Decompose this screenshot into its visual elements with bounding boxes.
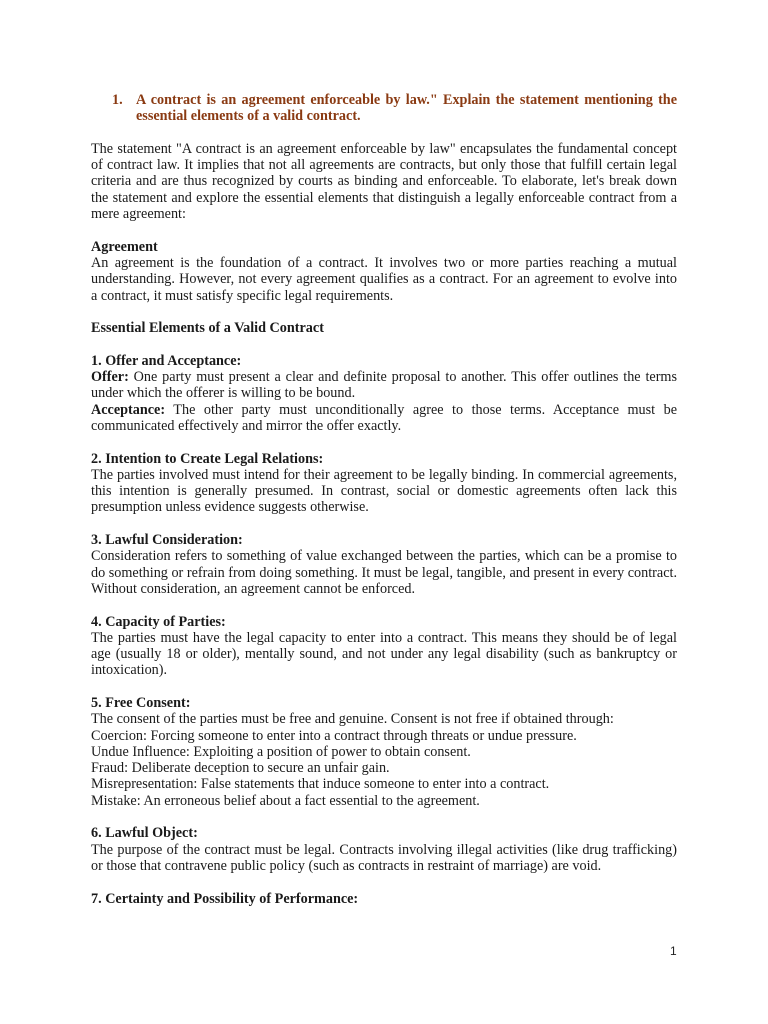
intention-heading: 2. Intention to Create Legal Relations: [91, 450, 324, 467]
acceptance-text: The other party must unconditionally agree to those terms. Acceptance must be communicated effectively and mirror the offer exactly. [91, 401, 677, 434]
spacer [91, 304, 677, 320]
consent-coercion-line: Coercion: Forcing someone to enter into a contract through threats or undue pressure. [91, 727, 577, 744]
acceptance-paragraph [91, 402, 677, 435]
offer-acceptance-heading: 1. Offer and Acceptance: [91, 352, 242, 369]
spacer [91, 679, 677, 695]
consent-mistake-line: Mistake: An erroneous belief about a fact essential to the agreement. [91, 792, 480, 809]
spacer [91, 597, 677, 613]
consent-misrepresentation-line: Misrepresentation: False statements that induce someone to enter into a contract. [91, 776, 550, 793]
essential-elements-heading: Essential Elements of a Valid Contract [91, 320, 324, 337]
spacer [91, 434, 677, 450]
spacer [91, 874, 677, 890]
consent-undue-influence-line: Undue Influence: Exploiting a position of power to obtain consent. [91, 743, 471, 760]
agreement-paragraph: An agreement is the foundation of a contract. It involves two or more parties reaching a mutual understanding. However, not every agreement qualifies as a contract. For an agreement to evolve into a contract, it must satisfy specific legal requirements. [91, 254, 677, 304]
offer-label: Offer: [91, 369, 129, 386]
consent-intro-line: The consent of the parties must be free and genuine. Consent is not free if obtained through: [91, 711, 614, 728]
agreement-heading: Agreement [91, 238, 158, 255]
consideration-paragraph: Consideration refers to something of value exchanged between the parties, which can be a promise to do something or refrain from doing something. It must be legal, tangible, and present in every contract. Without consideration, an agreement cannot be enforced. [91, 548, 677, 597]
lawful-object-heading: 6. Lawful Object: [91, 825, 198, 842]
acceptance-label: Acceptance: [91, 401, 166, 418]
intention-paragraph: The parties involved must intend for their agreement to be legally binding. In commercial agreements, this intention is generally presumed. In contrast, social or domestic agreements often lack this presumption unless evidence suggests otherwise. [91, 466, 677, 516]
spacer [91, 809, 677, 825]
offer-text: One party must present a clear and definite proposal to another. This offer outlines the terms under which the offerer is willing to be bound. [91, 369, 677, 402]
capacity-paragraph: The parties must have the legal capacity to enter into a contract. This means they should be of legal age (usually 18 or older), mentally sound, and not under any legal disability (such as bankruptcy or intoxication). [91, 629, 677, 679]
capacity-heading: 4. Capacity of Parties: [91, 613, 226, 630]
spacer [91, 336, 677, 352]
free-consent-heading: 5. Free Consent: [91, 694, 191, 711]
intro-paragraph: The statement "A contract is an agreement enforceable by law" encapsulates the fundamental concept of contract law. It implies that not all agreements are contracts, but only those that fulfill certain legal criteria and are thus recognized by courts as binding and enforceable. To elaborate, let's break down the statement and explore the essential elements that distinguish a legally enforceable contract from a mere agreement: [91, 140, 677, 223]
page-number: 1 [670, 944, 677, 958]
consideration-heading: 3. Lawful Consideration: [91, 532, 243, 549]
question-number: 1. [112, 92, 123, 108]
document-body [91, 92, 677, 907]
spacer [91, 222, 677, 238]
question-text: A contract is an agreement enforceable by law." Explain the statement mentioning the essential elements of a valid contract. [136, 92, 677, 125]
spacer [91, 516, 677, 532]
lawful-object-paragraph: The purpose of the contract must be legal. Contracts involving illegal activities (like drug trafficking) or those that contravene public policy (such as contracts in restraint of marriage) are void. [91, 841, 677, 874]
certainty-heading: 7. Certainty and Possibility of Performance: [91, 890, 359, 907]
offer-paragraph [91, 369, 677, 402]
question-heading [91, 92, 677, 125]
consent-fraud-line: Fraud: Deliberate deception to secure an unfair gain. [91, 760, 390, 777]
